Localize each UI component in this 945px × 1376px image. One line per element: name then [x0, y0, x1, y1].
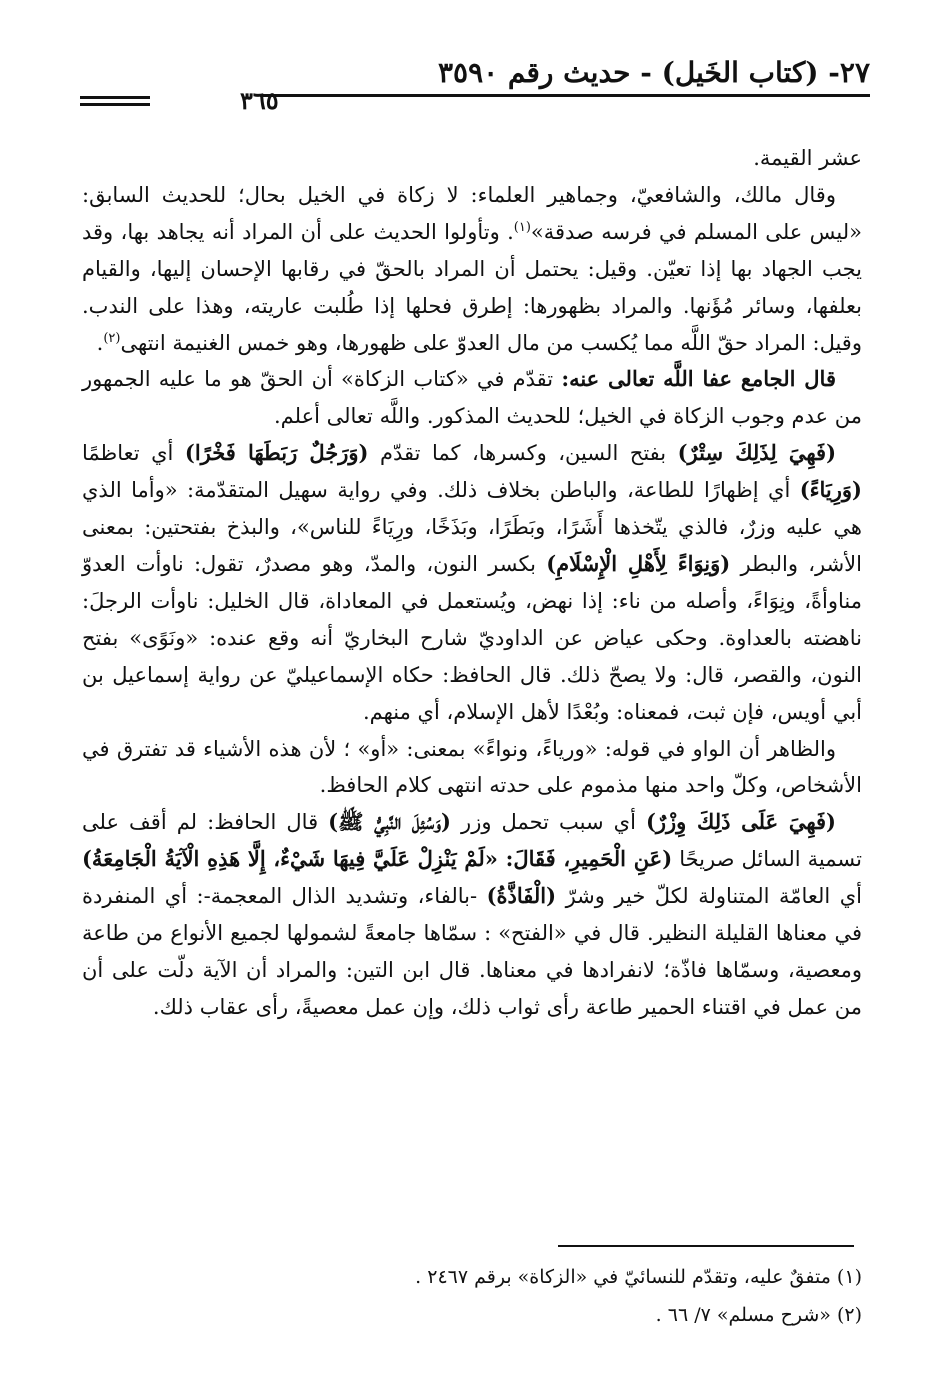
paragraph-5: والظاهر أن الواو في قوله: «ورياءً، ونواءً» بمعنى: «أو» ؛ لأن هذه الأشياء قد تفترق في الأشخاص، وكلّ واحد منها مذموم على حدته انتهى كلام الحافظ.: [82, 736, 862, 798]
main-text: [82, 140, 862, 1026]
footnote-ref-2: (٢): [103, 330, 121, 346]
header-rule-left-2: [80, 103, 150, 106]
author-note-label: قال الجامع عفا اللَّه تعالى عنه:: [561, 366, 836, 392]
chapter-title: ٢٧- (كتاب الخَيل) - حديث رقم ٣٥٩٠: [437, 56, 870, 89]
footnote-ref-1: (١): [513, 219, 531, 235]
page-header: [80, 56, 870, 126]
page-number: ٣٦٥: [240, 86, 279, 115]
header-rule-left-1: [80, 96, 150, 99]
header-rule-long: [260, 94, 870, 97]
footnotes: [82, 1258, 862, 1334]
footnote-1: (١) متفقٌ عليه، وتقدّم للنسائيّ في «الزكاة» برقم ٢٤٦٧ .: [415, 1266, 862, 1288]
paragraph-1: عشر القيمة.: [753, 146, 862, 170]
paragraph-3: قال الجامع عفا اللَّه تعالى عنه: تقدّم في «كتاب الزكاة» أن الحقّ هو ما عليه الجمهور من عدم وجوب الزكاة في الخيل؛ للحديث المذكور. واللَّه تعالى أعلم.: [82, 366, 862, 429]
footnote-2: (٢) «شرح مسلم» ٧/ ٦٦ .: [655, 1304, 862, 1326]
footnote-divider: [558, 1245, 854, 1247]
paragraph-4: (فَهِيَ لِذَلِكَ سِتْرٌ) بفتح السين، وكسرها، كما تقدّم (وَرَجُلٌ رَبَطَهَا فَخْرًا) أي تعاظمًا (وَرِيَاءً) أي إظهارًا للطاعة، والباطن بخلاف ذلك. وفي رواية سهيل المتقدّمة: «وأما الذي هي عليه وزرٌ، فالذي يتّخذها أَشَرًا، وبَطَرًا، وبَذَخًا، ورِيَاءً للناس»، والبذخ بفتحتين: بمعنى الأشر، والبطر (وَنِوَاءً لِأَهْلِ الْإِسْلَامِ) بكسر النون، والمدّ، وهو مصدرٌ، تقول: ناوأت العدوّ مناوأةً، ونِوَاءً، وأصله من ناء: إذا نهض، ويُستعمل في المعاداة، قال الخليل: ناوأت الرجلَ: ناهضته بالعداوة. وحكى عياض عن الداوديّ شارح البخاريّ أنه وقع عنده: «ونَوًى» بفتح النون، والقصر، قال: ولا يصحّ ذلك. قال الحافظ: حكاه الإسماعيليّ عن رواية إسماعيل بن أبي أويس، فإن ثبت، فمعناه: وبُعْدًا لأهل الإسلام، أي منهم.: [82, 440, 862, 724]
paragraph-6: (فَهِيَ عَلَى ذَلِكَ وِزْرٌ) أي سبب تحمل وزر (وَسُئِلَ النَّبِيُّ ﷺ) قال الحافظ: لم أقف على تسمية السائل صريحًا (عَنِ الْحَمِيرِ، فَقَالَ: «لَمْ يَنْزِلْ عَلَيَّ فِيهَا شَيْءٌ، إِلَّا هَذِهِ الْآيَةُ الْجَامِعَةُ) أي العامّة المتناولة لكلّ خير وشرّ (الْفَاذَّةُ) -بالفاء، وتشديد الذال المعجمة-: أي المنفردة في معناها القليلة النظير. قال في «الفتح» : سمّاها جامعةً لشمولها لجميع الأنواع من طاعة ومعصية، وسمّاها فاذّة؛ لانفرادها في معناها. قال ابن التين: والمراد أن الآية دلّت على أن من عمل في اقتناء الحمير طاعة رأى ثواب ذلك، وإن عمل معصيةً، رأى عقاب ذلك.: [82, 809, 862, 1019]
paragraph-2: وقال مالك، والشافعيّ، وجماهير العلماء: لا زكاة في الخيل بحال؛ للحديث السابق: «ليس على المسلم في فرسه صدقة»$^{(١)}$. وتأولوا الحديث على أن المراد أنه يجاهد بها، وقد يجب الجهاد بها إذا تعيّن. وقيل: يحتمل أن المراد بالحقّ في رقابها الإحسان إليها، والقيام بعلفها، وسائر مُؤَنها. والمراد بظهورها: إطرق فحلها إذا طُلبت عاريته، وهذا على الندب. وقيل: المراد حقّ اللَّه مما يُكسب من مال العدوّ على ظهورها، وهو خمس الغنيمة انتهى$^{(٢)}$.: [82, 182, 862, 355]
